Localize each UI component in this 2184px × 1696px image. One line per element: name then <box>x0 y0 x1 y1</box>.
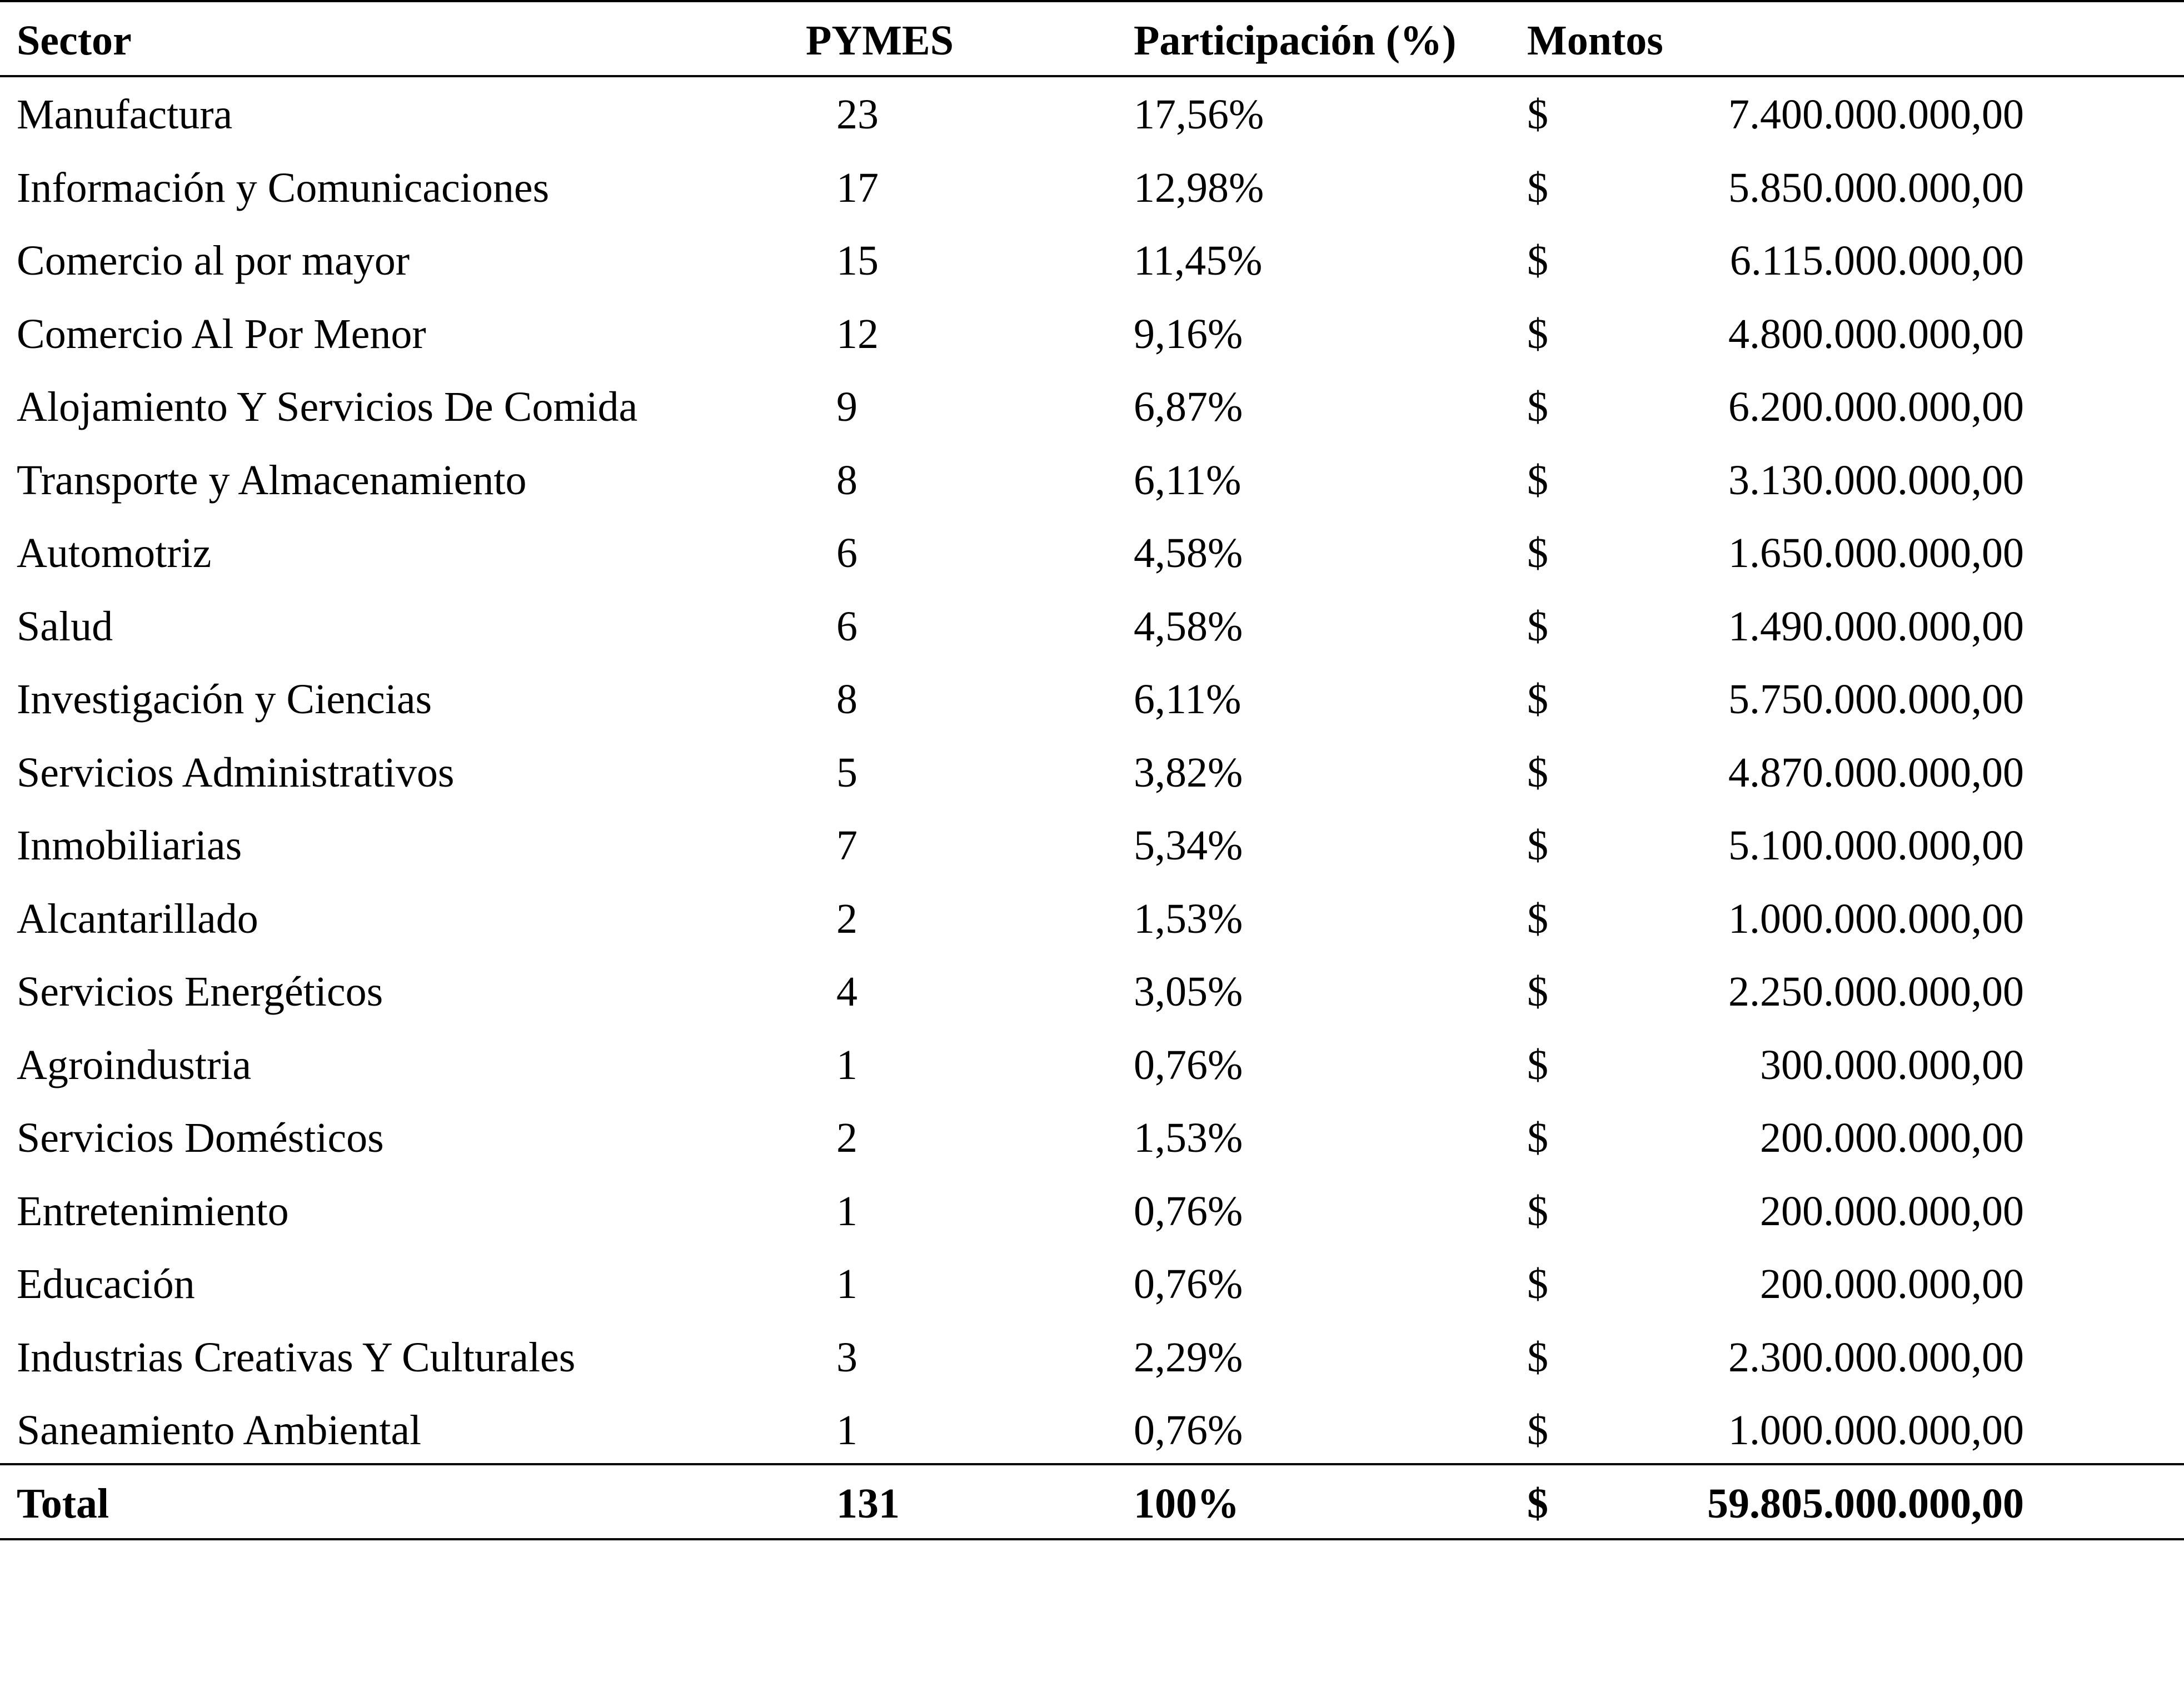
row-participacion: 3,82% <box>1134 749 1243 796</box>
row-currency: $ <box>1527 237 1548 284</box>
row-pymes: 1 <box>836 1261 857 1307</box>
table-row <box>0 1102 2184 1175</box>
row-sector: Alcantarillado <box>17 896 258 942</box>
row-currency: $ <box>1527 1407 1548 1454</box>
row-participacion: 5,34% <box>1134 822 1243 869</box>
row-currency: $ <box>1527 896 1548 942</box>
row-sector: Manufactura <box>17 91 233 138</box>
table-row <box>0 298 2184 371</box>
row-monto: 2.300.000.000,00 <box>1728 1334 2024 1381</box>
row-sector: Servicios Energéticos <box>17 968 383 1015</box>
row-pymes: 3 <box>836 1334 857 1381</box>
row-participacion: 1,53% <box>1134 896 1243 942</box>
row-participacion: 0,76% <box>1134 1042 1243 1088</box>
row-pymes: 2 <box>836 896 857 942</box>
total-pymes: 131 <box>836 1480 900 1527</box>
row-sector: Alojamiento Y Servicios De Comida <box>17 384 638 430</box>
table-row <box>0 1321 2184 1394</box>
row-pymes: 23 <box>836 91 879 138</box>
row-sector: Entretenimiento <box>17 1188 289 1235</box>
row-monto: 7.400.000.000,00 <box>1728 91 2024 138</box>
total-row <box>0 1468 2184 1540</box>
row-monto: 300.000.000,00 <box>1760 1042 2024 1088</box>
row-sector: Educación <box>17 1261 195 1307</box>
row-participacion: 0,76% <box>1134 1188 1243 1235</box>
table-row <box>0 883 2184 956</box>
row-sector: Industrias Creativas Y Culturales <box>17 1334 576 1381</box>
row-pymes: 1 <box>836 1188 857 1235</box>
row-currency: $ <box>1527 457 1548 504</box>
table-row <box>0 1394 2184 1467</box>
table-row <box>0 78 2184 151</box>
row-monto: 6.115.000.000,00 <box>1729 237 2024 284</box>
row-monto: 1.000.000.000,00 <box>1728 1407 2024 1454</box>
row-pymes: 8 <box>836 676 857 723</box>
row-monto: 5.850.000.000,00 <box>1728 165 2024 211</box>
row-pymes: 6 <box>836 603 857 650</box>
total-participacion: 100% <box>1134 1480 1239 1527</box>
row-monto: 5.750.000.000,00 <box>1728 676 2024 723</box>
bottom-rule <box>0 1538 2184 1540</box>
header-pymes: PYMES <box>806 17 954 64</box>
row-currency: $ <box>1527 603 1548 650</box>
row-monto: 3.130.000.000,00 <box>1728 457 2024 504</box>
row-participacion: 0,76% <box>1134 1407 1243 1454</box>
table-row <box>0 956 2184 1028</box>
row-currency: $ <box>1527 384 1548 430</box>
row-currency: $ <box>1527 1042 1548 1088</box>
row-monto: 4.800.000.000,00 <box>1728 311 2024 357</box>
row-sector: Agroindustria <box>17 1042 252 1088</box>
header-row <box>0 4 2184 77</box>
row-participacion: 1,53% <box>1134 1115 1243 1161</box>
row-participacion: 9,16% <box>1134 311 1243 357</box>
row-currency: $ <box>1527 1115 1548 1161</box>
row-monto: 200.000.000,00 <box>1760 1115 2024 1161</box>
row-pymes: 5 <box>836 749 857 796</box>
row-pymes: 4 <box>836 968 857 1015</box>
row-monto: 1.490.000.000,00 <box>1728 603 2024 650</box>
row-monto: 1.000.000.000,00 <box>1728 896 2024 942</box>
total-rule <box>0 1463 2184 1465</box>
row-pymes: 7 <box>836 822 857 869</box>
row-currency: $ <box>1527 165 1548 211</box>
header-rule <box>0 75 2184 77</box>
table-row <box>0 663 2184 736</box>
row-pymes: 17 <box>836 165 879 211</box>
row-pymes: 6 <box>836 530 857 576</box>
table-row <box>0 225 2184 297</box>
row-sector: Servicios Administrativos <box>17 749 455 796</box>
row-participacion: 2,29% <box>1134 1334 1243 1381</box>
row-monto: 2.250.000.000,00 <box>1728 968 2024 1015</box>
row-participacion: 0,76% <box>1134 1261 1243 1307</box>
row-sector: Automotriz <box>17 530 212 576</box>
table-row <box>0 152 2184 225</box>
top-rule <box>0 0 2184 2</box>
row-participacion: 12,98% <box>1134 165 1264 211</box>
row-currency: $ <box>1527 1261 1548 1307</box>
row-participacion: 11,45% <box>1134 237 1263 284</box>
table-row <box>0 590 2184 663</box>
row-monto: 1.650.000.000,00 <box>1728 530 2024 576</box>
row-monto: 5.100.000.000,00 <box>1728 822 2024 869</box>
total-monto: 59.805.000.000,00 <box>1707 1480 2024 1527</box>
row-currency: $ <box>1527 822 1548 869</box>
row-currency: $ <box>1527 91 1548 138</box>
row-pymes: 15 <box>836 237 879 284</box>
header-participacion: Participación (%) <box>1134 17 1457 64</box>
row-currency: $ <box>1527 530 1548 576</box>
row-sector: Comercio Al Por Menor <box>17 311 426 357</box>
row-currency: $ <box>1527 1334 1548 1381</box>
table-row <box>0 737 2184 809</box>
table-row <box>0 1029 2184 1102</box>
row-participacion: 6,11% <box>1134 676 1241 723</box>
header-montos: Montos <box>1527 17 1663 64</box>
row-participacion: 4,58% <box>1134 530 1243 576</box>
row-participacion: 17,56% <box>1134 91 1264 138</box>
row-currency: $ <box>1527 676 1548 723</box>
row-participacion: 6,87% <box>1134 384 1243 430</box>
row-currency: $ <box>1527 968 1548 1015</box>
table-row <box>0 371 2184 444</box>
row-pymes: 12 <box>836 311 879 357</box>
table-row <box>0 444 2184 517</box>
row-currency: $ <box>1527 311 1548 357</box>
table-row <box>0 517 2184 590</box>
row-sector: Comercio al por mayor <box>17 237 410 284</box>
total-label: Total <box>17 1480 109 1527</box>
row-pymes: 1 <box>836 1042 857 1088</box>
row-sector: Salud <box>17 603 113 650</box>
header-sector: Sector <box>17 17 132 64</box>
row-pymes: 9 <box>836 384 857 430</box>
row-sector: Información y Comunicaciones <box>17 165 550 211</box>
row-participacion: 4,58% <box>1134 603 1243 650</box>
row-sector: Saneamiento Ambiental <box>17 1407 422 1454</box>
table-row <box>0 1248 2184 1321</box>
row-sector: Investigación y Ciencias <box>17 676 432 723</box>
row-pymes: 2 <box>836 1115 857 1161</box>
row-sector: Transporte y Almacenamiento <box>17 457 527 504</box>
table-row <box>0 809 2184 882</box>
table-row <box>0 1175 2184 1248</box>
row-sector: Servicios Domésticos <box>17 1115 384 1161</box>
row-sector: Inmobiliarias <box>17 822 242 869</box>
row-currency: $ <box>1527 1188 1548 1235</box>
total-currency: $ <box>1527 1480 1548 1527</box>
row-monto: 6.200.000.000,00 <box>1728 384 2024 430</box>
row-currency: $ <box>1527 749 1548 796</box>
row-participacion: 3,05% <box>1134 968 1243 1015</box>
row-pymes: 8 <box>836 457 857 504</box>
row-participacion: 6,11% <box>1134 457 1241 504</box>
row-pymes: 1 <box>836 1407 857 1454</box>
row-monto: 200.000.000,00 <box>1760 1188 2024 1235</box>
row-monto: 200.000.000,00 <box>1760 1261 2024 1307</box>
row-monto: 4.870.000.000,00 <box>1728 749 2024 796</box>
